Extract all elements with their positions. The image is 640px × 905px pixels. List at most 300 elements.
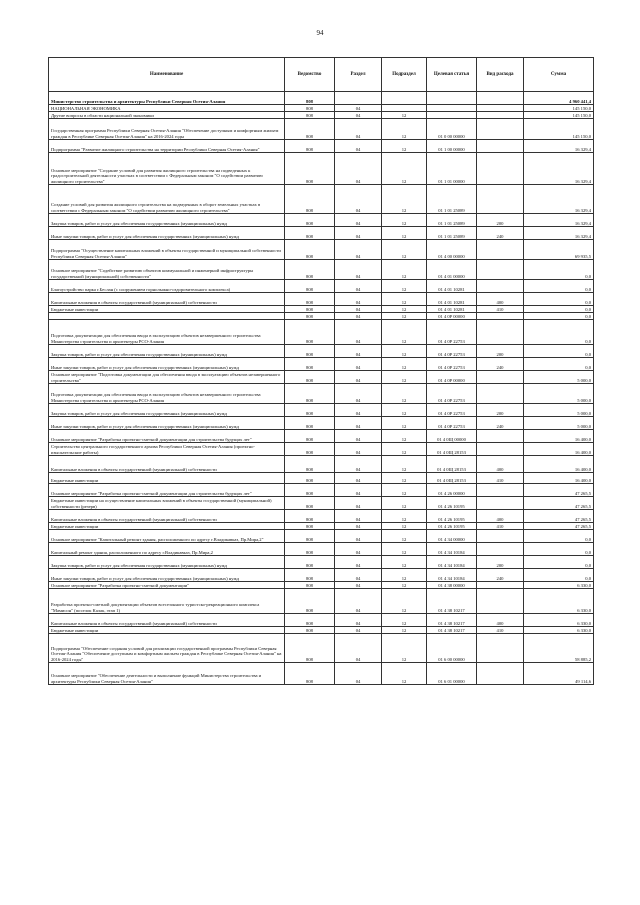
cell-sum: 5 000,0 [524, 384, 594, 404]
cell-razdel [335, 92, 382, 105]
budget-table [48, 57, 594, 685]
cell-sum: 145 150,0 [524, 112, 594, 119]
cell-razdel: 04 [335, 627, 382, 634]
cell-sum: 49 114,6 [524, 663, 594, 685]
cell-target-article: 01 4 38 10217 [427, 627, 477, 634]
cell-sum: 0,0 [524, 358, 594, 371]
cell-target-article: 01 4 0P 00000 [427, 313, 477, 320]
cell-ved: 808 [285, 430, 335, 443]
cell-podrazdel: 12 [382, 530, 427, 543]
cell-ved: 808 [285, 320, 335, 345]
cell-target-article: 01 4 00 00000 [427, 240, 477, 260]
cell-target-article: 01 4 0Щ 28153 [427, 473, 477, 484]
cell-sum: 47 265,5 [524, 523, 594, 530]
cell-name: Капитальные вложения в объекты государственной (муниципальной) собственности [49, 614, 285, 627]
cell-expense-type [477, 280, 524, 293]
header-expense-type: Вид расхода [477, 58, 524, 92]
cell-name: Капитальные вложения в объекты государственной (муниципальной) собственности [49, 510, 285, 523]
cell-razdel: 04 [335, 556, 382, 569]
cell-target-article: 01 4 0Щ 28153 [427, 443, 477, 456]
cell-sum: 0,0 [524, 556, 594, 569]
cell-ved: 808 [285, 185, 335, 214]
cell-name: Иные закупки товаров, работ и услуг для обеспечения государственных (муниципальных) нужд [49, 358, 285, 371]
cell-target-article: 01 1 01 25089 [427, 185, 477, 214]
cell-sum: 145 150,0 [524, 105, 594, 112]
cell-razdel: 04 [335, 589, 382, 614]
cell-sum: 0,0 [524, 320, 594, 345]
cell-ved: 808 [285, 443, 335, 456]
cell-razdel: 04 [335, 634, 382, 663]
header-podrazdel: Подраздел [382, 58, 427, 92]
cell-razdel: 04 [335, 510, 382, 523]
cell-podrazdel: 12 [382, 153, 427, 185]
cell-sum: 0,0 [524, 306, 594, 313]
cell-name: Бюджетные инвестиции на осуществление капитальных вложений в объекты государственной (муниципальной) собственности (резерв) [49, 497, 285, 510]
cell-target-article [427, 92, 477, 105]
cell-name: Бюджетные инвестиции [49, 473, 285, 484]
table-row [49, 384, 594, 404]
cell-name: Благоустройство парка г.Беслан (с сооружением горнолыжно-оздоровительного комплекса) [49, 280, 285, 293]
cell-ved: 808 [285, 556, 335, 569]
header-razdel: Раздел [335, 58, 382, 92]
cell-razdel: 04 [335, 543, 382, 556]
cell-sum: 16 400,0 [524, 456, 594, 473]
table-row [49, 582, 594, 589]
cell-podrazdel: 12 [382, 140, 427, 153]
table-row [49, 105, 594, 112]
cell-name: Иные закупки товаров, работ и услуг для обеспечения государственных (муниципальных) нужд [49, 417, 285, 430]
cell-podrazdel: 12 [382, 119, 427, 140]
cell-expense-type [477, 153, 524, 185]
cell-expense-type [477, 543, 524, 556]
cell-expense-type: 400 [477, 510, 524, 523]
cell-expense-type [477, 320, 524, 345]
cell-razdel: 04 [335, 345, 382, 358]
cell-expense-type [477, 384, 524, 404]
cell-name: Закупка товаров, работ и услуг для обеспечения государственных (муниципальных) нужд [49, 214, 285, 227]
cell-target-article: 01 4 0P 22753 [427, 417, 477, 430]
table-row [49, 358, 594, 371]
cell-ved: 808 [285, 240, 335, 260]
cell-podrazdel [382, 92, 427, 105]
cell-podrazdel: 12 [382, 589, 427, 614]
cell-sum: 16 329,4 [524, 214, 594, 227]
cell-name: Строительство центрального государственного архива Республики Северная Осетия-Алания (проектно-изыскательские работы) [49, 443, 285, 456]
cell-name: Подпрограмма "Развитие жилищного строительства на территории Республики Северная Осетия-Алания" [49, 140, 285, 153]
cell-name: Основное мероприятие "Разработка проектно-сметной документации" [49, 582, 285, 589]
cell-name: Государственная программа Республики Северная Осетия-Алания "Обеспечение доступным и комфортным жильем граждан в Республике Северная Осетия-Алания" на 2016-2024 годы [49, 119, 285, 140]
cell-ved: 808 [285, 614, 335, 627]
cell-podrazdel: 12 [382, 484, 427, 497]
table-row [49, 634, 594, 663]
header-name: Наименование [49, 58, 285, 92]
cell-target-article: 01 1 00 00000 [427, 140, 477, 153]
cell-expense-type [477, 105, 524, 112]
table-row [49, 185, 594, 214]
cell-expense-type: 240 [477, 227, 524, 240]
cell-expense-type: 410 [477, 473, 524, 484]
table-header-row [49, 58, 594, 92]
cell-podrazdel: 12 [382, 112, 427, 119]
cell-target-article: 01 4 38 00000 [427, 582, 477, 589]
cell-sum: 4 960 441,4 [524, 92, 594, 105]
cell-expense-type [477, 530, 524, 543]
cell-podrazdel: 12 [382, 260, 427, 280]
cell-ved: 808 [285, 112, 335, 119]
cell-razdel: 04 [335, 484, 382, 497]
table-row [49, 92, 594, 105]
cell-target-article: 01 1 01 00000 [427, 153, 477, 185]
cell-podrazdel: 12 [382, 569, 427, 582]
cell-sum: 6 330,0 [524, 589, 594, 614]
table-row [49, 443, 594, 456]
table-row [49, 214, 594, 227]
cell-podrazdel: 12 [382, 313, 427, 320]
cell-ved: 808 [285, 627, 335, 634]
cell-ved: 808 [285, 306, 335, 313]
cell-expense-type [477, 119, 524, 140]
cell-podrazdel: 12 [382, 214, 427, 227]
cell-name: Иные закупки товаров, работ и услуг для обеспечения государственных (муниципальных) нужд [49, 569, 285, 582]
cell-name: Иные закупки товаров, работ и услуг для обеспечения государственных (муниципальных) нужд [49, 227, 285, 240]
cell-razdel: 04 [335, 473, 382, 484]
cell-target-article: 01 0 00 00000 [427, 119, 477, 140]
cell-target-article: 01 4 01 10281 [427, 280, 477, 293]
cell-name: Бюджетные инвестиции [49, 523, 285, 530]
cell-name: Другие вопросы в области национальной экономики [49, 112, 285, 119]
table-row [49, 473, 594, 484]
cell-expense-type [477, 589, 524, 614]
cell-sum: 6 330,0 [524, 582, 594, 589]
cell-target-article: 01 4 01 10281 [427, 293, 477, 306]
cell-sum: 6 330,0 [524, 627, 594, 634]
cell-ved: 808 [285, 510, 335, 523]
header-target-article: Целевая статья [427, 58, 477, 92]
cell-expense-type [477, 112, 524, 119]
cell-sum: 58 885,2 [524, 634, 594, 663]
cell-podrazdel: 12 [382, 384, 427, 404]
cell-razdel: 04 [335, 530, 382, 543]
cell-sum: 145 150,0 [524, 119, 594, 140]
cell-expense-type [477, 430, 524, 443]
cell-ved: 808 [285, 404, 335, 417]
table-row [49, 430, 594, 443]
cell-podrazdel [382, 105, 427, 112]
cell-target-article: 01 4 0Щ 28153 [427, 456, 477, 473]
cell-target-article: 01 4 0P 22753 [427, 345, 477, 358]
cell-podrazdel: 12 [382, 614, 427, 627]
cell-podrazdel: 12 [382, 582, 427, 589]
cell-expense-type: 400 [477, 614, 524, 627]
cell-name: Разработка проектно-сметной документации объектов всесезонного туристско-рекреационного комплекса "Мамисон" (поселок Калак, этап 1) [49, 589, 285, 614]
cell-ved: 808 [285, 293, 335, 306]
cell-podrazdel: 12 [382, 320, 427, 345]
cell-ved: 808 [285, 371, 335, 384]
cell-sum: 16 400,0 [524, 473, 594, 484]
cell-target-article [427, 105, 477, 112]
cell-podrazdel: 12 [382, 371, 427, 384]
cell-sum: 16 400,0 [524, 443, 594, 456]
cell-podrazdel: 12 [382, 345, 427, 358]
table-row [49, 404, 594, 417]
cell-target-article: 01 4 0Щ 00000 [427, 430, 477, 443]
cell-expense-type: 240 [477, 569, 524, 582]
cell-target-article: 01 4 0P 22753 [427, 384, 477, 404]
cell-expense-type [477, 313, 524, 320]
cell-ved: 808 [285, 384, 335, 404]
cell-name: Капитальные вложения в объекты государственной (муниципальной) собственности [49, 293, 285, 306]
cell-expense-type [477, 443, 524, 456]
cell-name: Закупка товаров, работ и услуг для обеспечения государственных (муниципальных) нужд [49, 345, 285, 358]
table-row [49, 510, 594, 523]
cell-sum: 16 329,4 [524, 153, 594, 185]
cell-podrazdel: 12 [382, 404, 427, 417]
cell-podrazdel: 12 [382, 556, 427, 569]
cell-ved: 808 [285, 313, 335, 320]
cell-name: Капитальные вложения в объекты государственной (муниципальной) собственности [49, 456, 285, 473]
cell-target-article: 01 4 38 10217 [427, 589, 477, 614]
cell-name: Подготовка документации для обеспечения ввода в эксплуатацию объектов незавершенного строительства Министерства строительства и архитектуры РСО-Алания [49, 384, 285, 404]
table-row [49, 589, 594, 614]
cell-ved: 808 [285, 473, 335, 484]
cell-name: НАЦИОНАЛЬНАЯ ЭКОНОМИКА [49, 105, 285, 112]
cell-expense-type: 200 [477, 345, 524, 358]
cell-name: Закупка товаров, работ и услуг для обеспечения государственных (муниципальных) нужд [49, 404, 285, 417]
cell-expense-type: 240 [477, 417, 524, 430]
cell-ved: 808 [285, 358, 335, 371]
table-row [49, 112, 594, 119]
cell-ved: 808 [285, 105, 335, 112]
cell-expense-type [477, 140, 524, 153]
cell-podrazdel: 12 [382, 663, 427, 685]
cell-podrazdel: 12 [382, 280, 427, 293]
table-row [49, 293, 594, 306]
cell-target-article: 01 4 34 10184 [427, 569, 477, 582]
cell-ved: 808 [285, 119, 335, 140]
cell-target-article [427, 112, 477, 119]
cell-expense-type [477, 185, 524, 214]
cell-expense-type: 240 [477, 358, 524, 371]
cell-target-article: 01 4 0P 22753 [427, 358, 477, 371]
cell-podrazdel: 12 [382, 185, 427, 214]
cell-name: Подготовка документации для обеспечения ввода в эксплуатацию объектов незавершенного строительства Министерства строительства и архитектуры РСО-Алания [49, 320, 285, 345]
cell-name: Основное мероприятие "Капитальный ремонт здания, расположенного по адресу г.Владикавказ, Пр.Мира,2" [49, 530, 285, 543]
cell-expense-type: 400 [477, 293, 524, 306]
cell-target-article: 01 4 26 10195 [427, 510, 477, 523]
cell-razdel: 04 [335, 306, 382, 313]
cell-ved: 808 [285, 543, 335, 556]
cell-podrazdel: 12 [382, 497, 427, 510]
cell-podrazdel: 12 [382, 634, 427, 663]
cell-razdel: 04 [335, 119, 382, 140]
cell-sum: 16 400,0 [524, 430, 594, 443]
cell-expense-type [477, 240, 524, 260]
cell-name: Подпрограмма "Обеспечение создания условий для реализации государственной программы Республики Северная Осетия-Алания "Обеспечение доступным и комфортным жильем граждан в Республике Северная Осетия-Алания" на 2016-2024 годы" [49, 634, 285, 663]
cell-razdel: 04 [335, 185, 382, 214]
cell-name [49, 313, 285, 320]
cell-razdel: 04 [335, 112, 382, 119]
cell-razdel: 04 [335, 456, 382, 473]
table-row [49, 280, 594, 293]
cell-sum: 47 265,5 [524, 510, 594, 523]
cell-razdel: 04 [335, 417, 382, 430]
cell-ved: 808 [285, 227, 335, 240]
cell-expense-type: 400 [477, 456, 524, 473]
cell-razdel: 04 [335, 214, 382, 227]
cell-podrazdel: 12 [382, 358, 427, 371]
cell-razdel: 04 [335, 523, 382, 530]
cell-razdel: 04 [335, 280, 382, 293]
table-row [49, 627, 594, 634]
table-row [49, 306, 594, 313]
cell-expense-type: 200 [477, 214, 524, 227]
cell-sum: 16 329,4 [524, 140, 594, 153]
cell-target-article: 01 4 26 10195 [427, 497, 477, 510]
table-row [49, 523, 594, 530]
cell-ved: 808 [285, 345, 335, 358]
cell-name: Основное мероприятие "Создание условий для развития жилищного строительства на подведенных к градостроительной деятельности участках в соответствии с Федеральным законом "О содействии развитию жилищного строительства" [49, 153, 285, 185]
cell-podrazdel: 12 [382, 227, 427, 240]
cell-target-article: 01 4 0P 22753 [427, 320, 477, 345]
cell-sum: 69 935,5 [524, 240, 594, 260]
cell-razdel: 04 [335, 313, 382, 320]
table-row [49, 663, 594, 685]
cell-ved: 808 [285, 140, 335, 153]
cell-ved: 808 [285, 92, 335, 105]
header-sum: Сумма [524, 58, 594, 92]
cell-expense-type [477, 582, 524, 589]
cell-ved: 808 [285, 569, 335, 582]
cell-sum: 16 329,4 [524, 227, 594, 240]
table-row [49, 119, 594, 140]
cell-expense-type: 410 [477, 306, 524, 313]
cell-ved: 808 [285, 484, 335, 497]
table-body [49, 92, 594, 685]
cell-sum: 5 000,0 [524, 404, 594, 417]
table-row [49, 140, 594, 153]
cell-name: Министерство строительства и архитектуры Республики Северная Осетия-Алания [49, 92, 285, 105]
table-row [49, 569, 594, 582]
cell-podrazdel: 12 [382, 473, 427, 484]
cell-razdel: 04 [335, 443, 382, 456]
cell-ved: 808 [285, 260, 335, 280]
cell-ved: 808 [285, 456, 335, 473]
cell-podrazdel: 12 [382, 430, 427, 443]
cell-sum: 0,0 [524, 569, 594, 582]
cell-ved: 808 [285, 280, 335, 293]
cell-podrazdel: 12 [382, 306, 427, 313]
cell-ved: 808 [285, 663, 335, 685]
table-row [49, 240, 594, 260]
page-number: 94 [316, 29, 324, 37]
cell-expense-type: 200 [477, 404, 524, 417]
cell-expense-type [477, 92, 524, 105]
cell-razdel: 04 [335, 293, 382, 306]
table-row [49, 371, 594, 384]
cell-name: Создание условий для развития жилищного строительства на подведенных в оборот земельных участках в соответствии с Федеральным законом "О содействии развитию жилищного строительства" [49, 185, 285, 214]
cell-sum: 16 329,4 [524, 185, 594, 214]
cell-expense-type: 410 [477, 627, 524, 634]
cell-podrazdel: 12 [382, 443, 427, 456]
cell-ved: 808 [285, 153, 335, 185]
cell-razdel: 04 [335, 260, 382, 280]
cell-ved: 808 [285, 214, 335, 227]
table-row [49, 227, 594, 240]
cell-name: Основное мероприятие "Обеспечение деятельности и выполнение функций Министерства строительства и архитектуры Республики Северная Осетия-Алания" [49, 663, 285, 685]
cell-expense-type [477, 371, 524, 384]
cell-name: Основное мероприятие "Содействие развитию объектов коммунальной и инженерной инфраструктуры государственной (муниципальной) собственности" [49, 260, 285, 280]
cell-razdel: 04 [335, 240, 382, 260]
cell-podrazdel: 12 [382, 510, 427, 523]
cell-ved: 808 [285, 582, 335, 589]
cell-razdel: 04 [335, 105, 382, 112]
cell-name: Бюджетные инвестиции [49, 627, 285, 634]
cell-razdel: 04 [335, 227, 382, 240]
cell-podrazdel: 12 [382, 456, 427, 473]
cell-podrazdel: 12 [382, 523, 427, 530]
cell-ved: 808 [285, 589, 335, 614]
cell-sum: 5 000,0 [524, 417, 594, 430]
table-row [49, 614, 594, 627]
cell-ved: 808 [285, 530, 335, 543]
cell-name: Капитальный ремонт здания, расположенного по адресу г.Владикавказ, Пр.Мира,2 [49, 543, 285, 556]
cell-sum: 0,0 [524, 543, 594, 556]
cell-name: Бюджетные инвестиции [49, 306, 285, 313]
cell-sum: 6 330,0 [524, 614, 594, 627]
cell-target-article: 01 4 34 00000 [427, 530, 477, 543]
table-row [49, 484, 594, 497]
cell-expense-type [477, 484, 524, 497]
cell-razdel: 04 [335, 404, 382, 417]
cell-podrazdel: 12 [382, 417, 427, 430]
cell-sum: 5 000,0 [524, 371, 594, 384]
table-row [49, 313, 594, 320]
cell-razdel: 04 [335, 663, 382, 685]
cell-sum: 0,0 [524, 280, 594, 293]
table-row [49, 153, 594, 185]
cell-razdel: 04 [335, 140, 382, 153]
cell-razdel: 04 [335, 430, 382, 443]
cell-razdel: 04 [335, 582, 382, 589]
cell-target-article: 01 1 01 25089 [427, 227, 477, 240]
cell-target-article: 01 1 01 25089 [427, 214, 477, 227]
cell-podrazdel: 12 [382, 543, 427, 556]
table-row [49, 543, 594, 556]
table-row [49, 260, 594, 280]
cell-sum: 47 265,5 [524, 484, 594, 497]
cell-target-article: 01 4 38 10217 [427, 614, 477, 627]
table-row [49, 417, 594, 430]
cell-target-article: 01 4 0P 00000 [427, 371, 477, 384]
cell-target-article: 01 4 26 00000 [427, 484, 477, 497]
cell-ved: 808 [285, 417, 335, 430]
cell-razdel: 04 [335, 384, 382, 404]
cell-target-article: 01 4 34 10184 [427, 556, 477, 569]
cell-name: Закупка товаров, работ и услуг для обеспечения государственных (муниципальных) нужд [49, 556, 285, 569]
cell-expense-type [477, 634, 524, 663]
cell-razdel: 04 [335, 320, 382, 345]
cell-sum: 0,0 [524, 260, 594, 280]
table-row [49, 456, 594, 473]
cell-expense-type [477, 497, 524, 510]
cell-name: Основное мероприятие "Подготовка документации для обеспечения ввода в эксплуатацию объектов незавершенного строительства" [49, 371, 285, 384]
table-row [49, 345, 594, 358]
cell-target-article: 01 6 00 00000 [427, 634, 477, 663]
cell-expense-type [477, 663, 524, 685]
cell-ved: 808 [285, 523, 335, 530]
table-row [49, 320, 594, 345]
cell-target-article: 01 4 0P 22753 [427, 404, 477, 417]
